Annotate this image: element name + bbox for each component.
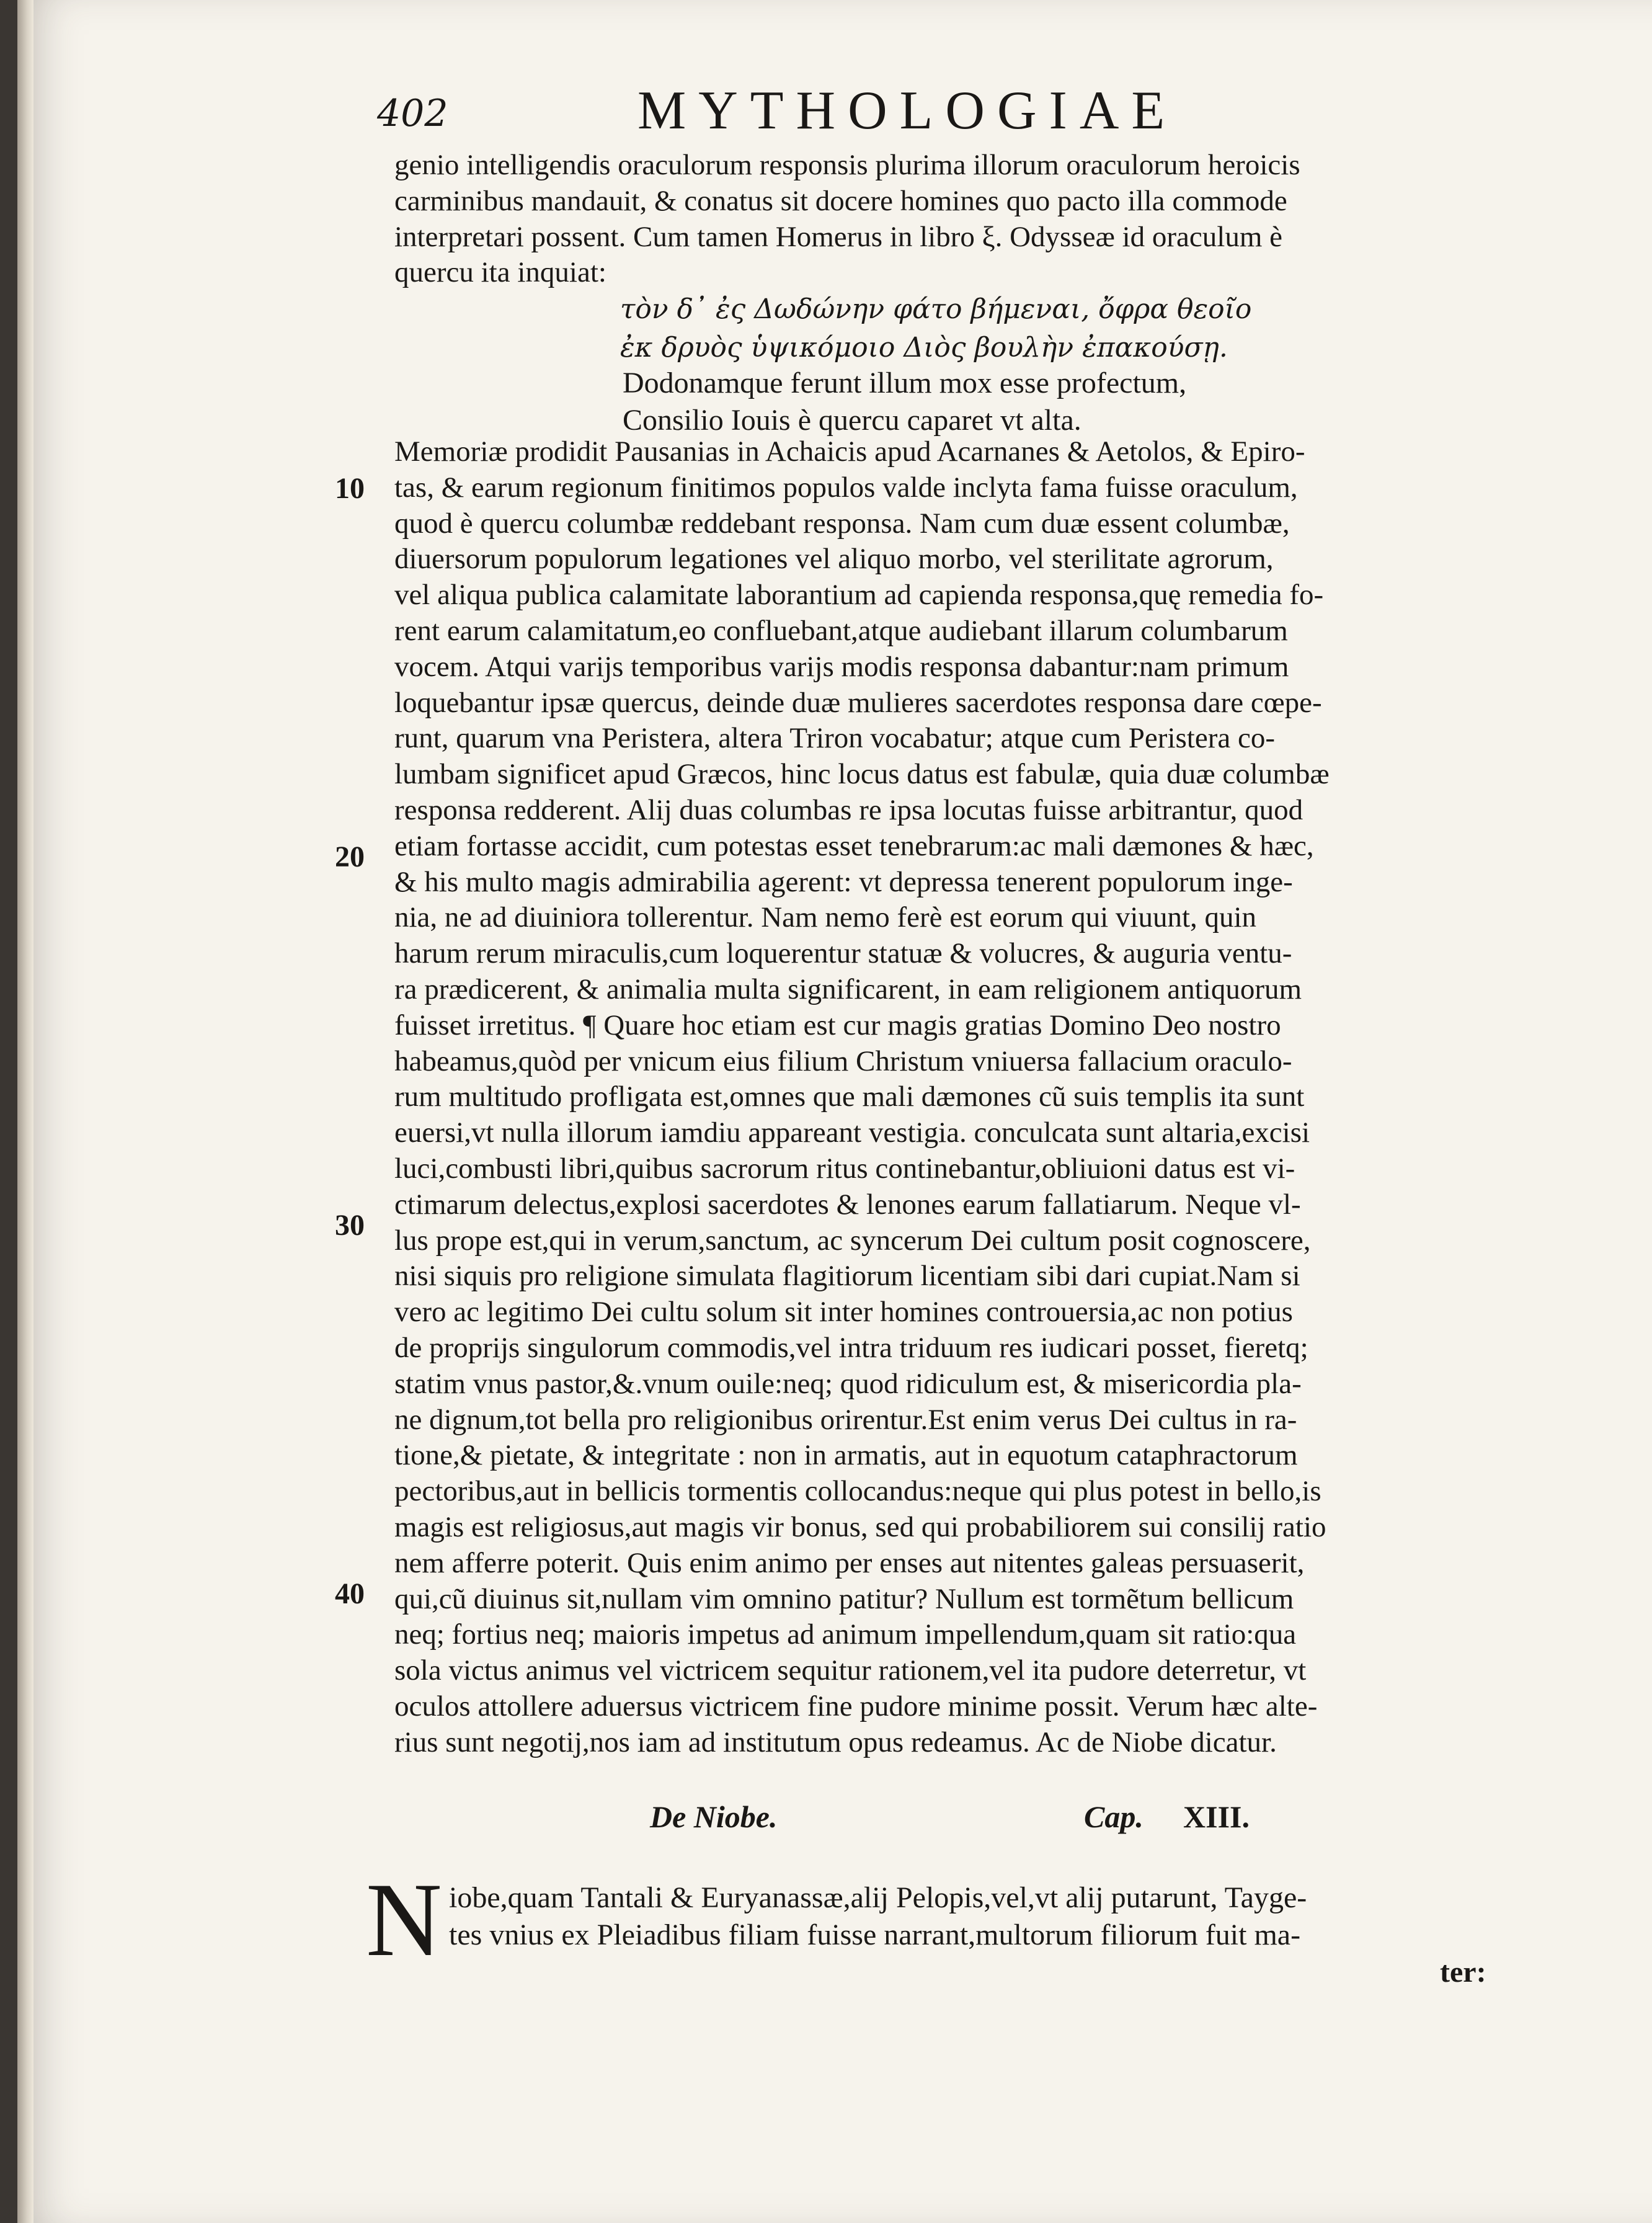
text-line: quercu ita inquiat: (394, 256, 606, 289)
text-line: loquebantur ipsæ quercus, deinde duæ mulieres sacerdotes responsa dare cœpe- (394, 686, 1322, 719)
text-line: fuisset irretitus. ¶ Quare hoc etiam est cur magis gratias Domino Deo nostro (394, 1009, 1281, 1041)
text-line: statim vnus pastor,&.vnum ouile:neq; quod ridiculum est, & misericordia pla- (394, 1367, 1302, 1400)
text-line: tas, & earum regionum finitimos populos valde inclyta fama fuisse oraculum, (394, 471, 1298, 504)
text-line: vel aliqua publica calamitate laborantium ad capienda responsa,quę remedia fo- (394, 579, 1324, 612)
chapter-title: De Niobe. (650, 1799, 778, 1834)
text-line: etiam fortasse accidit, cum potestas esset tenebrarum:ac mali dæmones & hæc, (394, 829, 1314, 862)
chapter-heading (650, 1799, 1332, 1848)
niobe-paragraph (449, 1879, 1516, 1954)
text-line: diuersorum populorum legationes vel aliquo morbo, vel sterilitate agrorum, (394, 543, 1274, 576)
text-line: interpretari possent. Cum tamen Homerus in libro ξ. Odysseæ id oraculum è (394, 220, 1282, 253)
text-line: qui,cũ diuinus sit,nullam vim omnino patitur? Nullum est tormẽtum bellicum (394, 1582, 1294, 1615)
running-title: MYTHOLOGIAE (637, 81, 1178, 141)
text-line: & his multo magis admirabilia agerent: vt depressa tenerent populorum inge- (394, 865, 1293, 898)
margin-line-number: 10 (335, 472, 365, 505)
text-line: tione,& pietate, & integritate : non in armatis, aut in equotum cataphractorum (394, 1439, 1298, 1472)
text-line: nem afferre poterit. Quis enim animo per enses aut nitentes galeas persuaserit, (394, 1546, 1305, 1579)
text-line: de proprijs singulorum commodis,vel intra triduum res iudicari posset, fieretq; (394, 1331, 1308, 1364)
latin-verse-line: Consilio Iouis è quercu caparet vt alta. (623, 404, 1081, 437)
text-line: carminibus mandauit, & conatus sit docere homines quo pacto illa commode (394, 184, 1287, 217)
text-line: lus prope est,qui in verum,sanctum, ac syncerum Dei cultum posit cognoscere, (394, 1224, 1311, 1257)
greek-verse-line: ἐκ δρυὸς ὑψικόμοιο Διὸς βουλὴν ἐπακούσῃ. (620, 332, 1228, 363)
page-header (377, 79, 1537, 141)
text-line: rum multitudo profligata est,omnes que mali dæmones cũ suis templis ita sunt (394, 1080, 1305, 1113)
text-line: quod è quercu columbæ reddebant responsa. Nam cum duæ essent columbæ, (394, 507, 1290, 540)
text-line: oculos attollere aduersus victricem fine pudore minime possit. Verum hæc alte- (394, 1690, 1318, 1722)
latin-verse (623, 365, 1367, 439)
text-line: nisi siquis pro religione simulata flagitiorum licentiam sibi dari cupiat.Nam si (394, 1260, 1300, 1293)
text-line: sola victus animus vel victricem sequitur rationem,vel ita pudore deterretur, vt (394, 1654, 1307, 1687)
text-line: runt, quarum vna Peristera, altera Triron vocabatur; atque cum Peristera co- (394, 722, 1275, 755)
page-gutter-edge (17, 0, 33, 2223)
margin-line-number: 40 (335, 1577, 365, 1610)
greek-verse (620, 290, 1253, 367)
text-line: ne dignum,tot bella pro religionibus orirentur.Est enim verus Dei cultus in ra- (394, 1403, 1297, 1436)
drop-cap-initial: N (366, 1861, 442, 1978)
text-line: genio intelligendis oraculorum responsis plurima illorum oraculorum heroicis (394, 149, 1300, 181)
chapter-number: XIII. (1183, 1799, 1250, 1834)
text-line: habeamus,quòd per vnicum eius filium Christum vniuersa fallacium oraculo- (394, 1045, 1292, 1077)
text-line: ra prædicerent, & animalia multa significarent, in eam religionem antiquorum (394, 973, 1302, 1005)
text-line: ctimarum delectus,explosi sacerdotes & lenones earum fallatiarum. Neque vl- (394, 1188, 1301, 1221)
intro-paragraph (394, 148, 1529, 291)
text-line: vero ac legitimo Dei cultu solum sit inter homines controuersia,ac non potius (394, 1296, 1293, 1329)
latin-verse-line: Dodonamque ferunt illum mox esse profectum, (623, 367, 1187, 399)
text-line: Memoriæ prodidit Pausanias in Achaicis apud Acarnanes & Aetolos, & Epiro- (394, 435, 1305, 468)
text-line: responsa redderent. Alij duas columbas re ipsa locutas fuisse arbitrantur, quod (394, 793, 1303, 826)
text-line: iobe,quam Tantali & Euryanassæ,alij Pelopis,vel,vt alij putarunt, Tayge- (449, 1881, 1307, 1914)
text-line: tes vnius ex Pleiadibus filiam fuisse narrant,multorum filiorum fuit ma- (449, 1918, 1301, 1951)
chapter-cap-label: Cap. (1084, 1799, 1144, 1834)
text-line: euersi,vt nulla illorum iamdiu appareant vestigia. conculcata sunt altaria,excisi (394, 1116, 1310, 1149)
margin-line-number: 20 (335, 840, 365, 873)
text-line: luci,combusti libri,quibus sacrorum ritus continebantur,obliuioni datus est vi- (394, 1152, 1295, 1185)
text-line: rius sunt negotij,nos iam ad institutum opus redeamus. Ac de Niobe dicatur. (394, 1726, 1277, 1758)
text-line: lumbam significet apud Græcos, hinc locus datus est fabulæ, quia duæ columbæ (394, 758, 1330, 791)
text-line: nia, ne ad diuiniora tollerentur. Nam nemo ferè est eorum qui viuunt, quin (394, 901, 1257, 934)
catchword: ter: (1440, 1956, 1486, 1989)
page-number: 402 (377, 92, 448, 135)
text-line: neq; fortius neq; maioris impetus ad animum impellendum,quam sit ratio:qua (394, 1618, 1297, 1651)
greek-verse-line: τὸν δ᾽ ἐς Δωδώνην φάτο βήμεναι, ὄφρα θεοῖο (620, 293, 1252, 325)
margin-line-number: 30 (335, 1209, 365, 1242)
text-line: vocem. Atqui varijs temporibus varijs modis responsa dabantur:nam primum (394, 650, 1289, 683)
text-line: harum rerum miraculis,cum loquerentur statuæ & volucres, & auguria ventu- (394, 937, 1292, 970)
text-line: rent earum calamitatum,eo confluebant,atque audiebant illarum columbarum (394, 614, 1288, 647)
main-paragraph (394, 434, 1529, 1760)
text-line: magis est religiosus,aut magis vir bonus, sed qui probabiliorem sui consilij ratio (394, 1510, 1326, 1543)
text-line: pectoribus,aut in bellicis tormentis collocandus:neque qui plus potest in bello,is (394, 1475, 1321, 1508)
